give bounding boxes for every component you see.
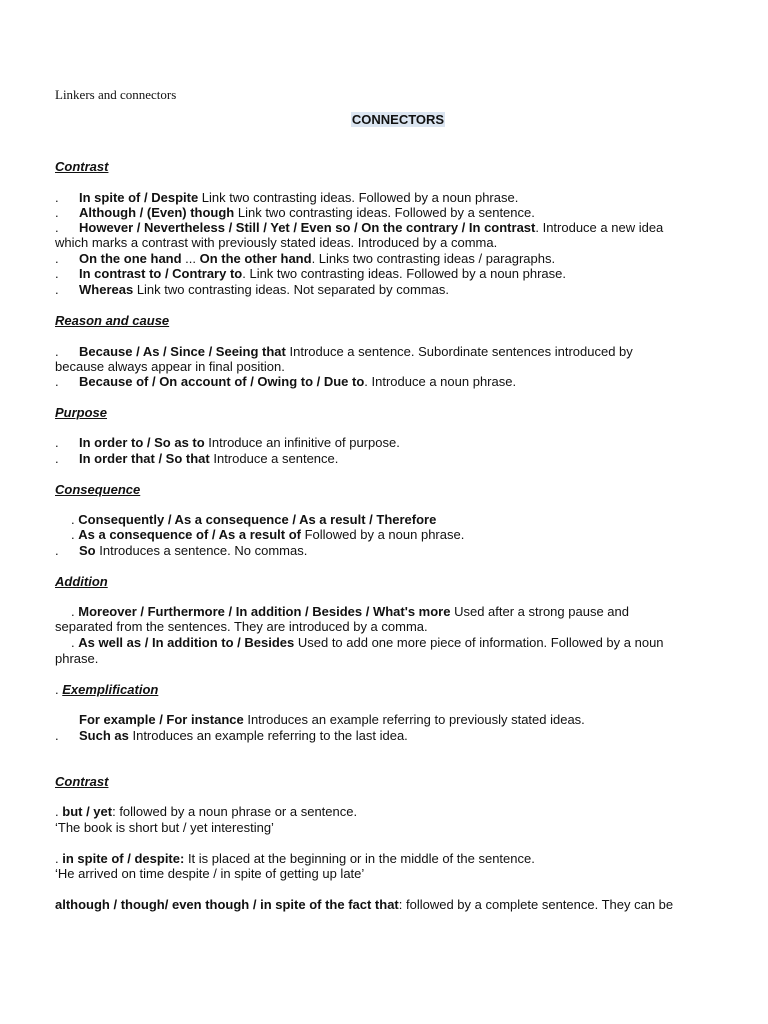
contrast-item-5: . In contrast to / Contrary to. Link two contrasting ideas. Followed by a noun phrase. <box>55 266 566 281</box>
main-title-text: CONNECTORS <box>351 112 445 127</box>
exemplification-item-2: . Such as Introduces an example referring to the last idea. <box>55 728 408 743</box>
section-heading-purpose: Purpose <box>55 405 108 420</box>
contrast-item-4: . On the one hand ... On the other hand. Links two contrasting ideas / paragraphs. <box>55 251 556 266</box>
contrast-item-3-continuation: which marks a contrast with previously stated ideas. Introduced by a comma. <box>55 235 498 250</box>
section-heading-contrast: Contrast <box>55 159 109 174</box>
addition-item-1-continuation: separated from the sentences. They are introduced by a comma. <box>55 619 428 634</box>
reason-item-1: . Because / As / Since / Seeing that Introduce a sentence. Subordinate sentences introduced by <box>55 344 633 359</box>
contrast-item-1: . In spite of / Despite Link two contrasting ideas. Followed by a noun phrase. <box>55 190 519 205</box>
purpose-item-2: . In order that / So that Introduce a sentence. <box>55 451 339 466</box>
section-heading-reason: Reason and cause <box>55 313 170 328</box>
addition-item-2-continuation: phrase. <box>55 651 99 666</box>
reason-item-2: . Because of / On account of / Owing to / Due to. Introduce a noun phrase. <box>55 374 517 389</box>
contrast-item-6: . Whereas Link two contrasting ideas. Not separated by commas. <box>55 282 449 297</box>
reason-item-1-continuation: because always appear in final position. <box>55 359 285 374</box>
contrast-item-3: . However / Nevertheless / Still / Yet / Even so / On the contrary / In contrast. Introduce a new idea <box>55 220 664 235</box>
consequence-item-1: . Consequently / As a consequence / As a result / Therefore <box>71 512 437 527</box>
addition-item-2: . As well as / In addition to / Besides Used to add one more piece of information. Followed by a noun <box>71 635 664 650</box>
section-heading-consequence: Consequence <box>55 482 141 497</box>
document-main-title <box>0 112 768 127</box>
section-heading-addition: Addition <box>55 574 108 589</box>
consequence-item-3: . So Introduces a sentence. No commas. <box>55 543 308 558</box>
consequence-item-2: . As a consequence of / As a result of Followed by a noun phrase. <box>71 527 465 542</box>
purpose-item-1: . In order to / So as to Introduce an infinitive of purpose. <box>55 435 400 450</box>
document-small-title: Linkers and connectors <box>55 87 177 102</box>
contrast2-example-1: ‘The book is short but / yet interesting’ <box>55 820 274 835</box>
contrast2-item-3: although / though/ even though / in spite of the fact that: followed by a complete sentence. They can be <box>55 897 674 912</box>
contrast2-item-2: . in spite of / despite: It is placed at the beginning or in the middle of the sentence. <box>55 851 535 866</box>
contrast-item-2: . Although / (Even) though Link two contrasting ideas. Followed by a sentence. <box>55 205 535 220</box>
addition-item-1: . Moreover / Furthermore / In addition / Besides / What's more Used after a strong pause and <box>71 604 629 619</box>
section-heading-exemplification: . Exemplification <box>55 682 159 697</box>
section-heading-contrast-2: Contrast <box>55 774 109 789</box>
contrast2-item-1: . but / yet: followed by a noun phrase or a sentence. <box>55 804 358 819</box>
exemplification-item-1: For example / For instance Introduces an example referring to previously stated ideas. <box>79 712 585 727</box>
contrast2-example-2: ‘He arrived on time despite / in spite of getting up late’ <box>55 866 365 881</box>
